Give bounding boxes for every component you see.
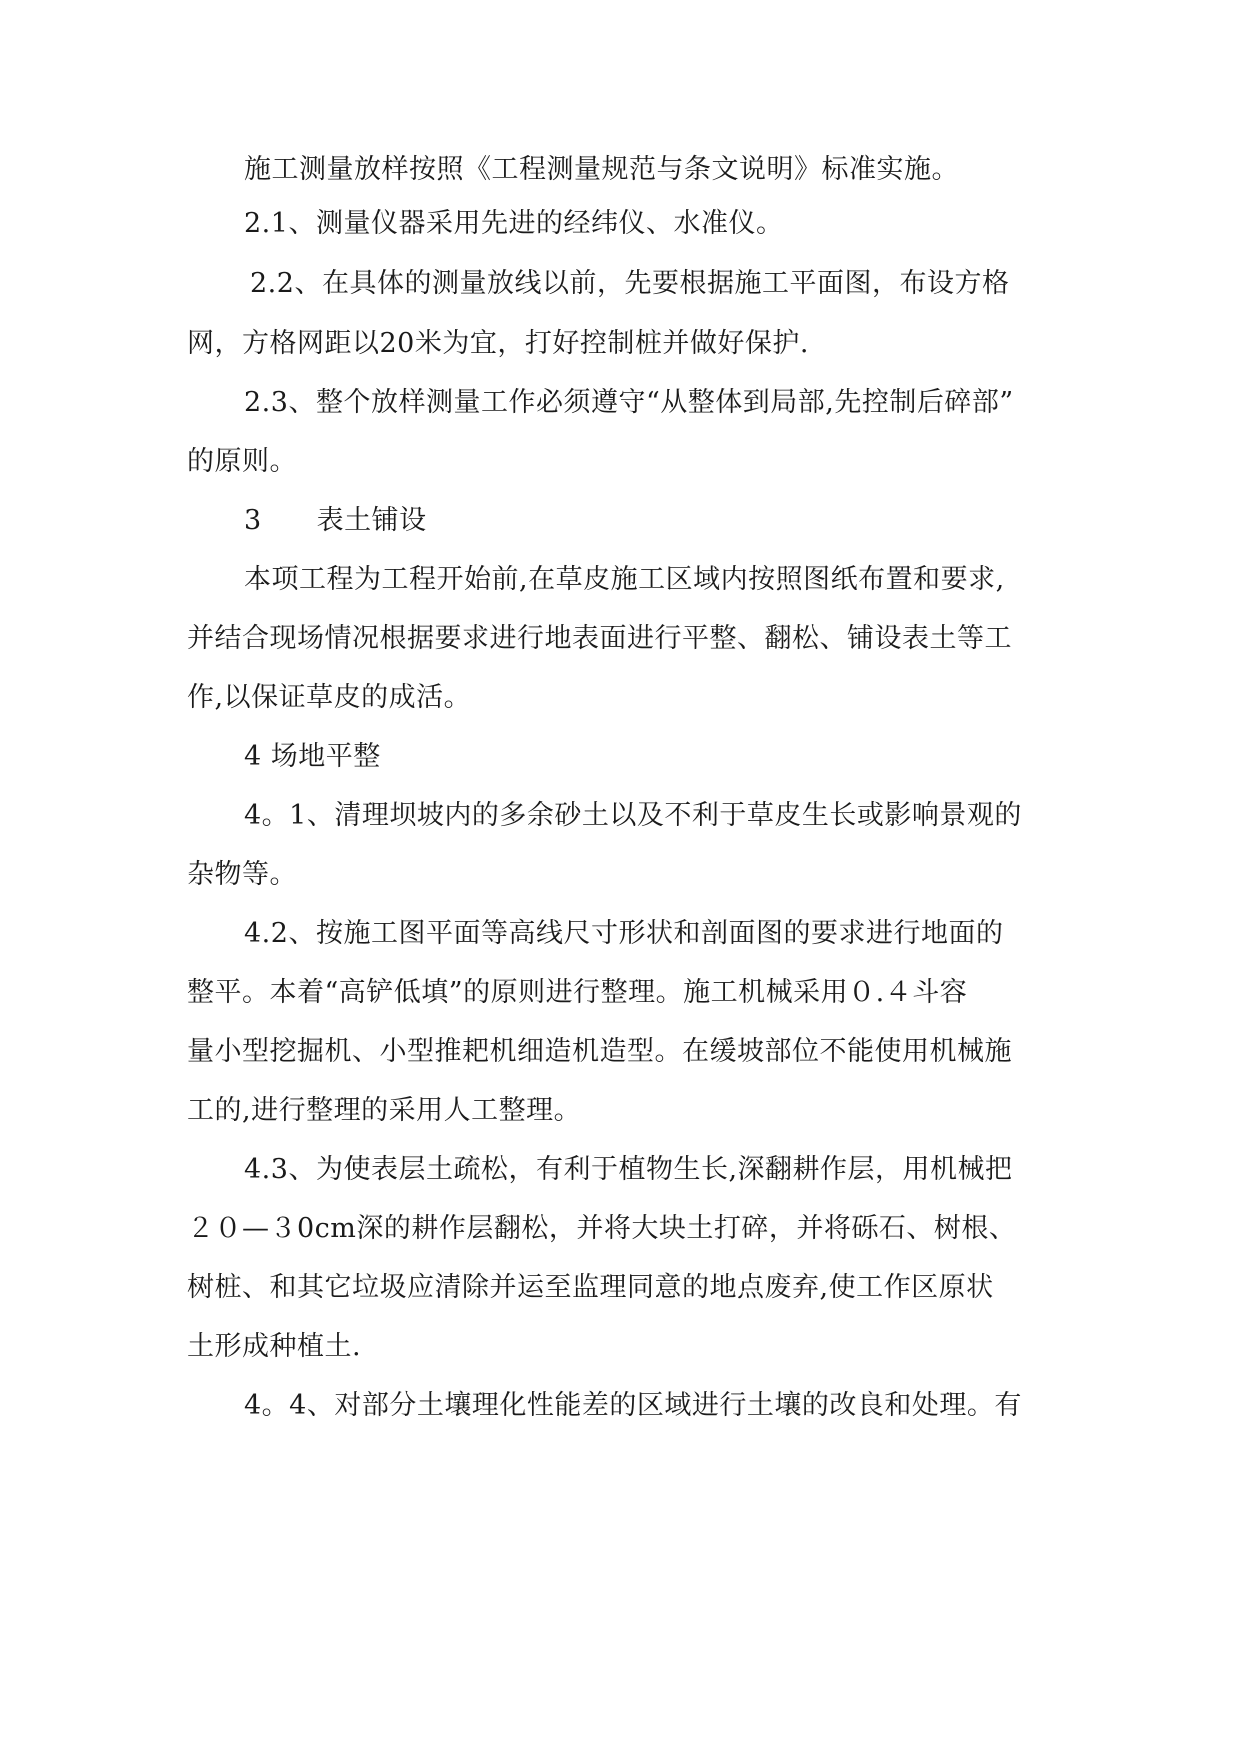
paragraph-line: 杂物等。 bbox=[187, 859, 297, 890]
paragraph-line: 土形成种植土. bbox=[187, 1331, 362, 1362]
paragraph-line: 整平。本着“高铲低填”的原则进行整理。施工机械采用０.４斗容 bbox=[187, 977, 968, 1008]
paragraph-line: 4。4、对部分土壤理化性能差的区域进行土壤的改良和处理。有 bbox=[244, 1390, 1022, 1421]
paragraph-line: 量小型挖掘机、小型推耙机细造机造型。在缓坡部位不能使用机械施 bbox=[187, 1036, 1012, 1067]
paragraph-line: 网，方格网距以20米为宜，打好控制桩并做好保护. bbox=[187, 328, 809, 359]
paragraph-line: 2.2、在具体的测量放线以前，先要根据施工平面图，布设方格 bbox=[250, 268, 1010, 299]
paragraph-line: 4.2、按施工图平面等高线尺寸形状和剖面图的要求进行地面的 bbox=[244, 918, 1004, 949]
section-heading: 3 表土铺设 bbox=[244, 505, 427, 536]
paragraph-line: 施工测量放样按照《工程测量规范与条文说明》标准实施。 bbox=[244, 154, 959, 185]
paragraph-line: 作,以保证草皮的成活。 bbox=[187, 682, 472, 713]
paragraph-line: 并结合现场情况根据要求进行地表面进行平整、翻松、铺设表土等工 bbox=[187, 623, 1012, 654]
paragraph-line: 4。1、清理坝坡内的多余砂土以及不利于草皮生长或影响景观的 bbox=[244, 800, 1022, 831]
paragraph-line: 4.3、为使表层土疏松，有利于植物生长,深翻耕作层，用机械把 bbox=[244, 1154, 1013, 1185]
section-heading: 4 场地平整 bbox=[244, 741, 381, 772]
paragraph-line: ２０—３0cm深的耕作层翻松，并将大块土打碎，并将砾石、树根、 bbox=[187, 1213, 1017, 1244]
paragraph-line: 树桩、和其它垃圾应清除并运至监理同意的地点废弃,使工作区原状 bbox=[187, 1272, 994, 1303]
paragraph-line: 本项工程为工程开始前,在草皮施工区域内按照图纸布置和要求, bbox=[244, 564, 1005, 595]
paragraph-line: 2.3、整个放样测量工作必须遵守“从整体到局部,先控制后碎部” bbox=[244, 387, 1014, 418]
paragraph-line: 工的,进行整理的采用人工整理。 bbox=[187, 1095, 582, 1126]
paragraph-line: 2.1、测量仪器采用先进的经纬仪、水准仪。 bbox=[244, 208, 784, 239]
paragraph-line: 的原则。 bbox=[187, 446, 297, 477]
